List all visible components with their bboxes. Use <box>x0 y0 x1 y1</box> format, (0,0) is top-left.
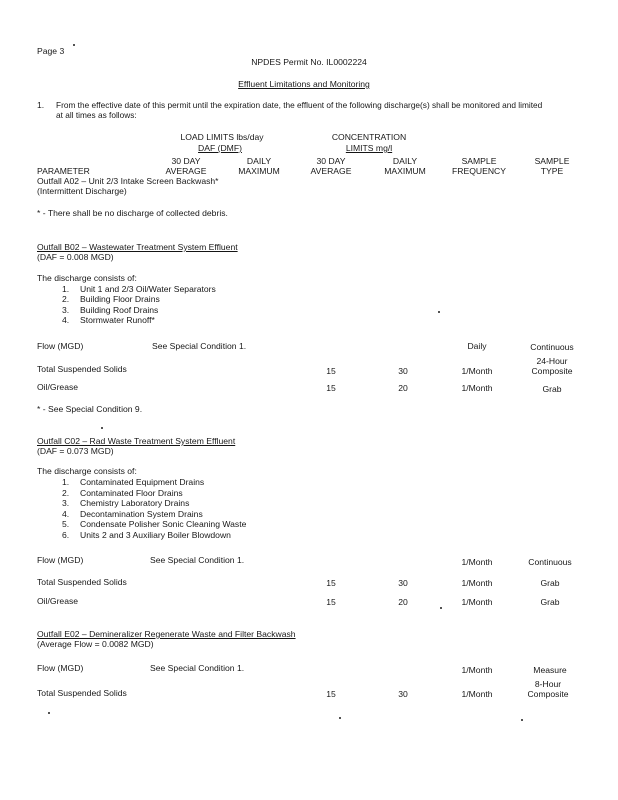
row-param: Oil/Grease <box>37 382 79 392</box>
list-number: 3. <box>62 305 70 315</box>
list-item: Decontamination System Drains <box>80 509 203 519</box>
row-daily: 30 <box>398 578 408 588</box>
row-note: See Special Condition 1. <box>152 341 247 351</box>
row-note: See Special Condition 1. <box>150 663 245 673</box>
list-item: Chemistry Laboratory Drains <box>80 498 190 508</box>
page-label: Page 3 <box>37 46 65 56</box>
row-freq: 1/Month <box>461 689 493 699</box>
scan-speck <box>73 44 75 46</box>
row-freq: Daily <box>467 341 487 351</box>
outfall-c02-title-text: Outfall C02 – Rad Waste Treatment System Effluent <box>37 436 236 446</box>
section-title: Effluent Limitations and Monitoring <box>238 79 370 89</box>
header-load-limits: LOAD LIMITS lbs/day <box>180 132 264 142</box>
row-param: Flow (MGD) <box>37 663 84 673</box>
header-avg30-2: AVERAGE <box>165 166 207 176</box>
row-type-2: Composite <box>527 689 569 699</box>
scan-speck <box>48 712 50 714</box>
row-avg30: 15 <box>326 689 336 699</box>
row-daily: 20 <box>398 383 408 393</box>
scan-speck <box>339 717 341 719</box>
outfall-e02-title <box>37 629 296 639</box>
intro-line-2: at all times as follows: <box>56 110 137 120</box>
row-param: Total Suspended Solids <box>37 364 127 374</box>
header-avg30b-2: AVERAGE <box>310 166 352 176</box>
outfall-a02-title: Outfall A02 – Unit 2/3 Intake Screen Backwash* <box>37 176 219 186</box>
header-parameter: PARAMETER <box>37 166 90 176</box>
outfall-a02-subtitle: (Intermittent Discharge) <box>37 186 127 196</box>
list-number: 4. <box>62 315 70 325</box>
list-item: Unit 1 and 2/3 Oil/Water Separators <box>80 284 216 294</box>
row-type: Continuous <box>530 342 574 352</box>
row-freq: 1/Month <box>461 366 493 376</box>
list-item: Building Floor Drains <box>80 294 160 304</box>
header-daily-1: DAILY <box>246 156 272 166</box>
intro-line-1: From the effective date of this permit until the expiration date, the effluent of the following discharge(s) shall be monitored and limited <box>56 100 543 110</box>
header-freq-2: FREQUENCY <box>452 166 506 176</box>
outfall-b02-title-text: Outfall B02 – Wastewater Treatment System Effluent <box>37 242 238 252</box>
list-item: Building Roof Drains <box>80 305 159 315</box>
outfall-e02-flow: (Average Flow = 0.0082 MGD) <box>37 639 154 649</box>
row-type: Continuous <box>528 557 572 567</box>
list-number: 4. <box>62 509 70 519</box>
outfall-c02-flow: (DAF = 0.073 MGD) <box>37 446 114 456</box>
header-dailyb-2: MAXIMUM <box>384 166 426 176</box>
header-daily-2: MAXIMUM <box>238 166 280 176</box>
row-type-2: Composite <box>531 366 573 376</box>
list-number: 2. <box>62 294 70 304</box>
list-number: 2. <box>62 488 70 498</box>
row-freq: 1/Month <box>461 383 493 393</box>
outfall-b02-footnote: * - See Special Condition 9. <box>37 404 143 414</box>
scan-speck <box>101 427 103 429</box>
list-number: 6. <box>62 530 70 540</box>
row-param: Flow (MGD) <box>37 555 84 565</box>
intro-number: 1. <box>37 100 45 110</box>
row-note: See Special Condition 1. <box>150 555 245 565</box>
header-dailyb-1: DAILY <box>392 156 418 166</box>
row-type: Measure <box>533 665 567 675</box>
row-freq: 1/Month <box>461 578 493 588</box>
outfall-e02-title-text: Outfall E02 – Demineralizer Regenerate Waste and Filter Backwash <box>37 629 296 639</box>
header-avg30b-1: 30 DAY <box>316 156 346 166</box>
row-param: Total Suspended Solids <box>37 688 127 698</box>
row-freq: 1/Month <box>461 665 493 675</box>
list-number: 3. <box>62 498 70 508</box>
row-avg30: 15 <box>326 383 336 393</box>
permit-title: NPDES Permit No. IL0002224 <box>251 57 367 67</box>
row-daily: 20 <box>398 597 408 607</box>
list-number: 1. <box>62 284 70 294</box>
header-type-1: SAMPLE <box>534 156 570 166</box>
header-avg30-1: 30 DAY <box>171 156 201 166</box>
outfall-b02-flow: (DAF = 0.008 MGD) <box>37 252 114 262</box>
scan-speck <box>438 311 440 313</box>
outfall-b02-title <box>37 242 238 252</box>
row-freq: 1/Month <box>461 597 493 607</box>
header-limits-mg: LIMITS mg/l <box>345 143 393 153</box>
outfall-c02-title <box>37 436 235 446</box>
outfall-b02-consists: The discharge consists of: <box>37 273 137 283</box>
list-item: Units 2 and 3 Auxiliary Boiler Blowdown <box>80 530 231 540</box>
row-daily: 30 <box>398 689 408 699</box>
row-param: Flow (MGD) <box>37 341 84 351</box>
list-item: Condensate Polisher Sonic Cleaning Waste <box>80 519 247 529</box>
row-type: Grab <box>542 384 562 394</box>
outfall-a02-note: * - There shall be no discharge of collected debris. <box>37 208 228 218</box>
row-freq: 1/Month <box>461 557 493 567</box>
scan-speck <box>521 719 523 721</box>
header-freq-1: SAMPLE <box>461 156 497 166</box>
row-type: Grab <box>540 597 560 607</box>
outfall-c02-consists: The discharge consists of: <box>37 466 137 476</box>
list-number: 1. <box>62 477 70 487</box>
header-concentration: CONCENTRATION <box>331 132 407 142</box>
row-param: Total Suspended Solids <box>37 577 127 587</box>
list-item: Contaminated Equipment Drains <box>80 477 205 487</box>
row-avg30: 15 <box>326 597 336 607</box>
row-avg30: 15 <box>326 578 336 588</box>
list-number: 5. <box>62 519 70 529</box>
header-type-2: TYPE <box>540 166 564 176</box>
row-type: Grab <box>540 578 560 588</box>
row-avg30: 15 <box>326 366 336 376</box>
list-item: Contaminated Floor Drains <box>80 488 183 498</box>
row-daily: 30 <box>398 366 408 376</box>
row-param: Oil/Grease <box>37 596 79 606</box>
row-type-1: 24-Hour <box>536 356 568 366</box>
list-item: Stormwater Runoff* <box>80 315 155 325</box>
scan-speck <box>440 607 442 609</box>
row-type-1: 8-Hour <box>534 679 562 689</box>
header-dmr: DAF (DMF) <box>198 143 242 153</box>
